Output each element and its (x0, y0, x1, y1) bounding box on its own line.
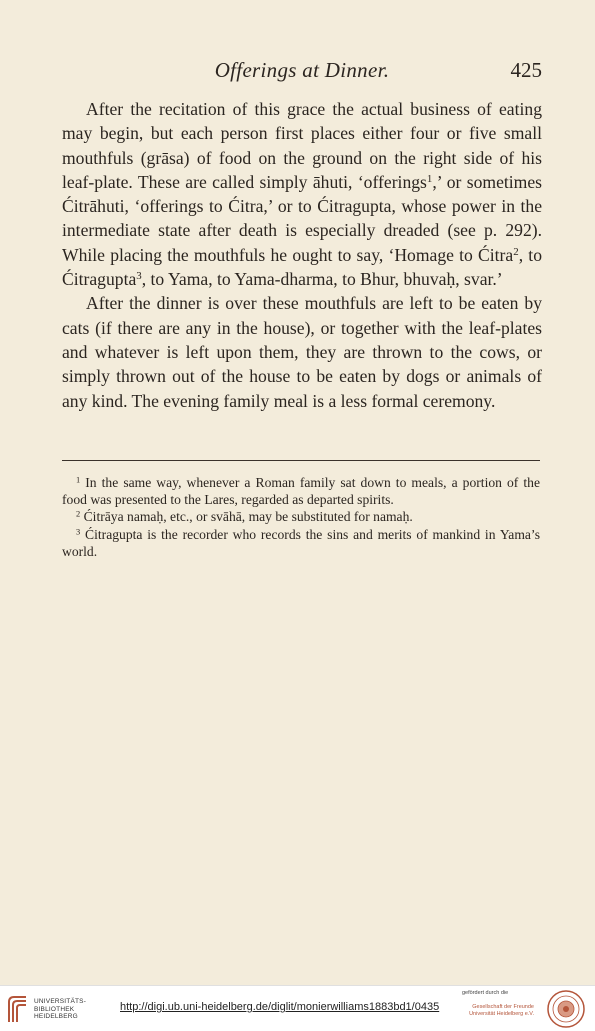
footnote-ref-3: 3 (136, 270, 142, 283)
permalink-url[interactable]: http://digi.ub.uni-heidelberg.de/diglit/monierwilliams1883bd1/0435 (120, 1001, 440, 1013)
paragraph-1 (62, 97, 542, 291)
footnote-ref-2: 2 (513, 245, 519, 258)
footnote-text-3: Ćitragupta is the recorder who records the sins and merits of mankind in Yama’s world. (62, 526, 540, 559)
sponsor-label: gefördert durch die (462, 990, 509, 996)
paragraph-1-part-2: ,’ or sometimes Ćitrāhuti, ‘offerings to Ćitra,’ or to Ćitragupta, whose power in the intermediate state after death is especially dreaded (see p. 292). While placing the mouthfuls he ought to say, ‘Homage to Ćitra (62, 171, 542, 265)
sponsor-line-2: Universität Heidelberg e.V. (469, 1011, 534, 1017)
sponsor-line-1: Gesellschaft der Freunde (472, 1004, 534, 1010)
page-header (62, 58, 542, 88)
footnote-text-1: In the same way, whenever a Roman family sat down to meals, a portion of the food was presented to the Lares, regarded as departed spirits. (62, 475, 540, 508)
running-title: Offerings at Dinner. (214, 58, 390, 82)
library-name (34, 998, 86, 1021)
sponsor-name (462, 1004, 534, 1018)
footnote-1 (62, 474, 540, 508)
viewer-footer (0, 985, 595, 1031)
body-text (62, 97, 542, 413)
paragraph-1-part-4: , to Yama, to Yama-dharma, to Bhur, bhuvaḥ, svar.’ (141, 269, 503, 290)
footnote-divider (62, 460, 540, 461)
footnote-text-2: Ćitrāya namaḥ, etc., or svāhā, may be substituted for namaḥ. (80, 509, 413, 525)
footnote-mark-3: 3 (76, 525, 81, 536)
paragraph-2: After the dinner is over these mouthfuls are left to be eaten by cats (if there are any in the house), or together with the leaf-plates and whatever is left upon them, they are thrown to the cows, or simply thrown out of the house to be eaten by dogs or animals of any kind. The evening family meal is a less formal ceremony. (62, 293, 542, 411)
footnote-2 (62, 508, 540, 525)
footnotes (62, 474, 540, 560)
page-number: 425 (510, 58, 542, 82)
library-name-line-2: BIBLIOTHEK (34, 1005, 75, 1013)
library-logo-icon (6, 994, 30, 1024)
footnote-mark-1: 1 (76, 474, 81, 485)
paragraph-1-part-3: , to Ćitragupta (62, 244, 542, 290)
footnote-3 (62, 526, 540, 560)
library-name-line-3: HEIDELBERG (34, 1013, 78, 1020)
footnote-ref-1: 1 (426, 172, 433, 185)
library-name-line-1: UNIVERSITÄTS- (34, 998, 87, 1005)
paragraph-1-part-1: After the recitation of this grace the actual business of eating may begin, but each person first places either four or five small mouthfuls (grāsa) of food on the ground on the right side of his leaf-plate. These are called simply āhuti, ‘offerings (62, 99, 542, 192)
footnote-mark-2: 2 (76, 508, 81, 519)
university-seal-icon (546, 989, 586, 1029)
